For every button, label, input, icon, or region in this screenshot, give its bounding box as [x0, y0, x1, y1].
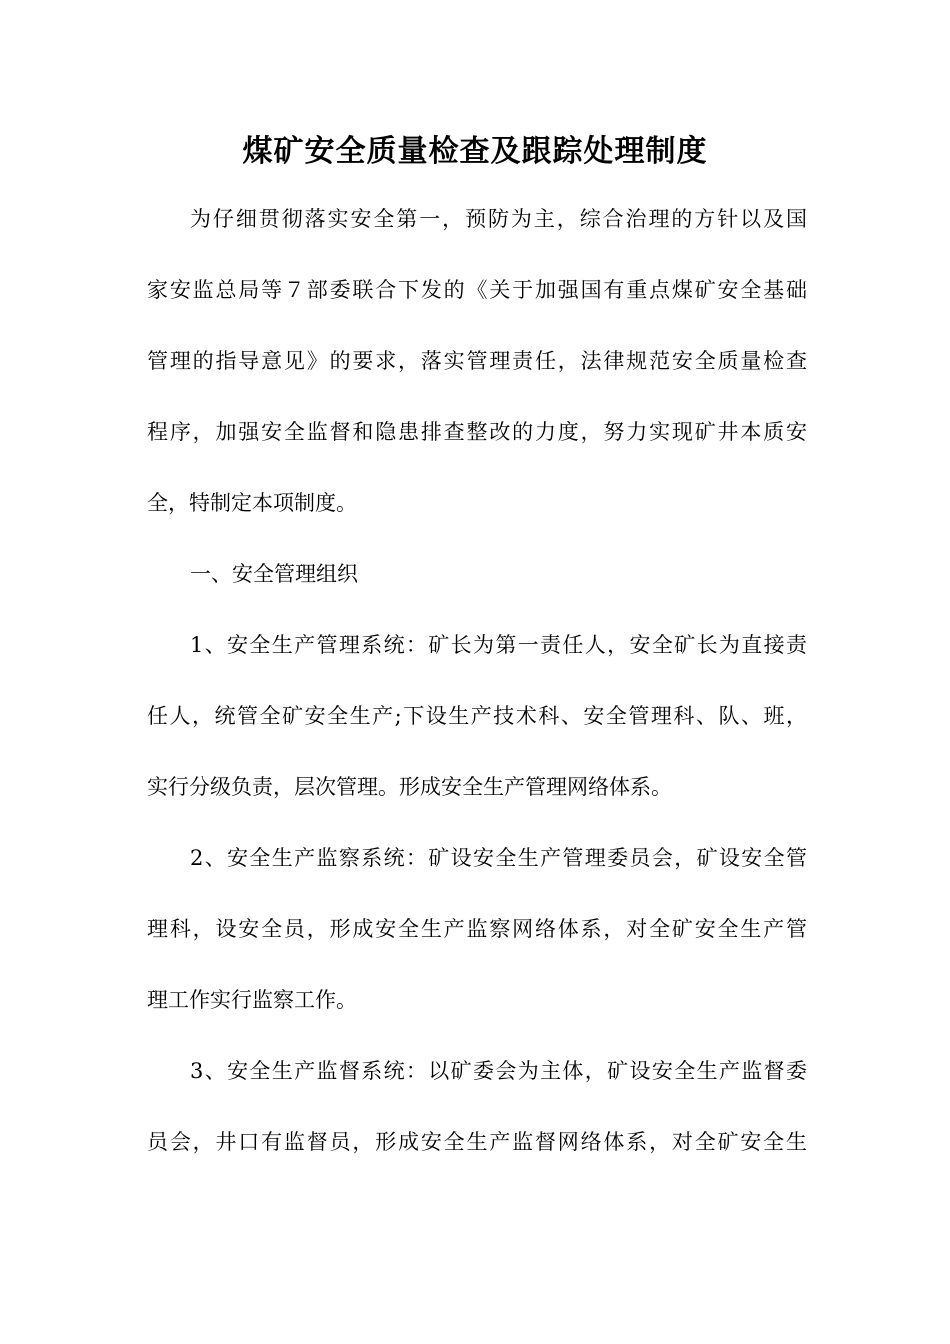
paragraph-line: 管理的指导意见》的要求，落实管理责任，法律规范安全质量检查 — [147, 349, 807, 373]
paragraph-line: 实行分级负责，层次管理。形成安全生产管理网络体系。 — [147, 775, 672, 799]
paragraph-line: 3、安全生产监督系统：以矿委会为主体，矿设安全生产监督委 — [190, 1059, 807, 1083]
document-title: 煤矿安全质量检查及跟踪处理制度 — [242, 134, 708, 169]
paragraph-line: 为仔细贯彻落实安全第一，预防为主，综合治理的方针以及国 — [190, 207, 807, 231]
paragraph-line: 员会，井口有监督员，形成安全生产监督网络体系，对全矿安全生 — [147, 1130, 807, 1154]
section-heading: 一、安全管理组织 — [190, 562, 358, 586]
paragraph-line: 全，特制定本项制度。 — [147, 491, 357, 515]
paragraph-line: 2、安全生产监察系统：矿设安全生产管理委员会，矿设安全管 — [190, 846, 807, 870]
paragraph-line: 理科，设安全员，形成安全生产监察网络体系，对全矿安全生产管 — [147, 917, 807, 941]
paragraph-line: 任人，统管全矿安全生产;下设生产技术科、安全管理科、队、班， — [147, 704, 807, 728]
paragraph-line: 程序，加强安全监督和隐患排查整改的力度，努力实现矿井本质安 — [147, 420, 807, 444]
paragraph-line: 理工作实行监察工作。 — [147, 988, 357, 1012]
paragraph-line: 1、安全生产管理系统：矿长为第一责任人，安全矿长为直接责 — [190, 633, 807, 657]
paragraph-line: 家安监总局等７部委联合下发的《关于加强国有重点煤矿安全基础 — [147, 278, 807, 302]
